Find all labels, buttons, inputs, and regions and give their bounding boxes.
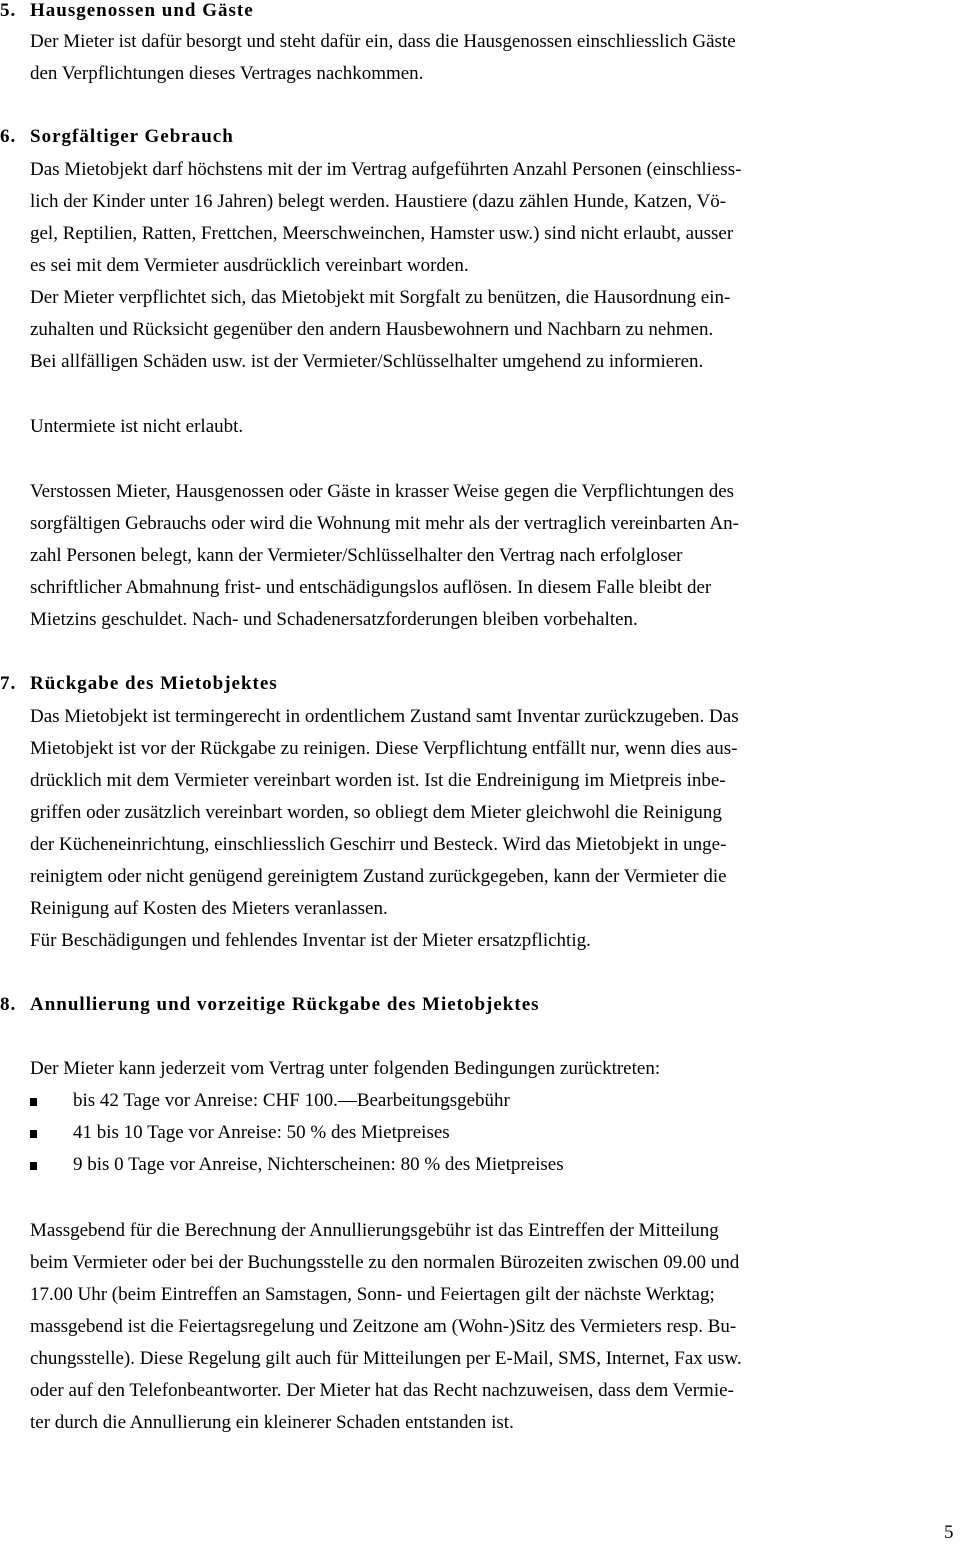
section-5-line: den Verpflichtungen dieses Vertrages nachkommen. — [30, 63, 424, 84]
section-8-line: chungsstelle). Diese Regelung gilt auch für Mitteilungen per E-Mail, SMS, Internet, Fax usw. — [30, 1348, 742, 1369]
section-6-violation-line: Mietzins geschuldet. Nach- und Schadenersatzforderungen bleiben vorbehalten. — [30, 609, 638, 630]
section-7-line: der Kücheneinrichtung, einschliesslich Geschirr und Besteck. Wird das Mietobjekt in unge- — [30, 834, 727, 855]
section-6-violation-line: zahl Personen belegt, kann der Vermieter/Schlüsselhalter den Vertrag nach erfolgloser — [30, 545, 683, 566]
section-7-line: griffen oder zusätzlich vereinbart worden, so obliegt dem Mieter gleichwohl die Reinigung — [30, 802, 722, 823]
section-7-number: 7. — [0, 673, 17, 694]
section-6-violation-line: Verstossen Mieter, Hausgenossen oder Gäste in krasser Weise gegen die Verpflichtungen des — [30, 481, 735, 502]
section-7-title: Rückgabe des Mietobjektes — [30, 673, 278, 694]
section-8-line: beim Vermieter oder bei der Buchungsstelle zu den normalen Bürozeiten zwischen 09.00 und — [30, 1252, 740, 1273]
section-6-line: lich der Kinder unter 16 Jahren) belegt werden. Haustiere (dazu zählen Hunde, Katzen, Vö- — [30, 191, 727, 212]
section-8-line: oder auf den Telefonbeantworter. Der Mieter hat das Recht nachzuweisen, dass dem Vermie- — [30, 1380, 734, 1401]
section-8-line: 17.00 Uhr (beim Eintreffen an Samstagen, Sonn- und Feiertagen gilt der nächste Werktag; — [30, 1284, 715, 1305]
list-item: 41 bis 10 Tage vor Anreise: 50 % des Mietpreises — [73, 1122, 450, 1143]
section-7-line: drücklich mit dem Vermieter vereinbart worden ist. Ist die Endreinigung im Mietpreis inbe- — [30, 770, 726, 791]
section-7-line: Für Beschädigungen und fehlendes Inventar ist der Mieter ersatzpflichtig. — [30, 930, 591, 951]
section-6-line: gel, Reptilien, Ratten, Frettchen, Meerschweinchen, Hamster usw.) sind nicht erlaubt, ausser — [30, 223, 734, 244]
section-6-line: Das Mietobjekt darf höchstens mit der im Vertrag aufgeführten Anzahl Personen (einschliess- — [30, 159, 742, 180]
section-5-title: Hausgenossen und Gäste — [30, 0, 254, 21]
section-8-number: 8. — [0, 994, 17, 1015]
section-8-line: massgebend ist die Feiertagsregelung und Zeitzone am (Wohn-)Sitz des Vermieters resp. Bu- — [30, 1316, 737, 1337]
section-8-line: ter durch die Annullierung ein kleinerer Schaden entstanden ist. — [30, 1412, 514, 1433]
page-number: 5 — [944, 1522, 954, 1543]
list-item: 9 bis 0 Tage vor Anreise, Nichterscheinen: 80 % des Mietpreises — [73, 1154, 564, 1175]
section-6-title: Sorgfältiger Gebrauch — [30, 126, 234, 147]
section-6-line: Bei allfälligen Schäden usw. ist der Vermieter/Schlüsselhalter umgehend zu informieren. — [30, 351, 704, 372]
sublet-note: Untermiete ist nicht erlaubt. — [30, 416, 244, 437]
section-7-line: Mietobjekt ist vor der Rückgabe zu reinigen. Diese Verpflichtung entfällt nur, wenn dies aus- — [30, 738, 738, 759]
section-6-heading — [0, 126, 234, 148]
section-6-violation-line: sorgfältigen Gebrauchs oder wird die Wohnung mit mehr als der vertraglich vereinbarten An- — [30, 513, 739, 534]
section-8-heading — [0, 994, 540, 1016]
bullet-square-icon — [30, 1098, 37, 1106]
section-7-line: Reinigung auf Kosten des Mieters veranlassen. — [30, 898, 388, 919]
section-7-line: Das Mietobjekt ist termingerecht in ordentlichem Zustand samt Inventar zurückzugeben. Das — [30, 706, 739, 727]
section-5-number: 5. — [0, 0, 17, 21]
section-6-line: Der Mieter verpflichtet sich, das Mietobjekt mit Sorgfalt zu benützen, die Hausordnung ein- — [30, 287, 731, 308]
section-5-line: Der Mieter ist dafür besorgt und steht dafür ein, dass die Hausgenossen einschliesslich Gäste — [30, 31, 736, 52]
section-6-line: zuhalten und Rücksicht gegenüber den andern Hausbewohnern und Nachbarn zu nehmen. — [30, 319, 714, 340]
section-8-title: Annullierung und vorzeitige Rückgabe des Mietobjektes — [30, 994, 540, 1015]
bullet-square-icon — [30, 1130, 37, 1138]
section-7-line: reinigtem oder nicht genügend gereinigtem Zustand zurückgegeben, kann der Vermieter die — [30, 866, 727, 887]
section-6-number: 6. — [0, 126, 17, 147]
section-8-line: Massgebend für die Berechnung der Annullierungsgebühr ist das Eintreffen der Mitteilung — [30, 1220, 719, 1241]
section-6-violation-line: schriftlicher Abmahnung frist- und entschädigungslos auflösen. In diesem Falle bleibt der — [30, 577, 712, 598]
bullet-square-icon — [30, 1162, 37, 1170]
section-6-line: es sei mit dem Vermieter ausdrücklich vereinbart worden. — [30, 255, 469, 276]
section-8-intro: Der Mieter kann jederzeit vom Vertrag unter folgenden Bedingungen zurücktreten: — [30, 1058, 661, 1079]
section-5-heading — [0, 0, 254, 22]
list-item: bis 42 Tage vor Anreise: CHF 100.—Bearbeitungsgebühr — [73, 1090, 510, 1111]
section-7-heading — [0, 673, 278, 695]
